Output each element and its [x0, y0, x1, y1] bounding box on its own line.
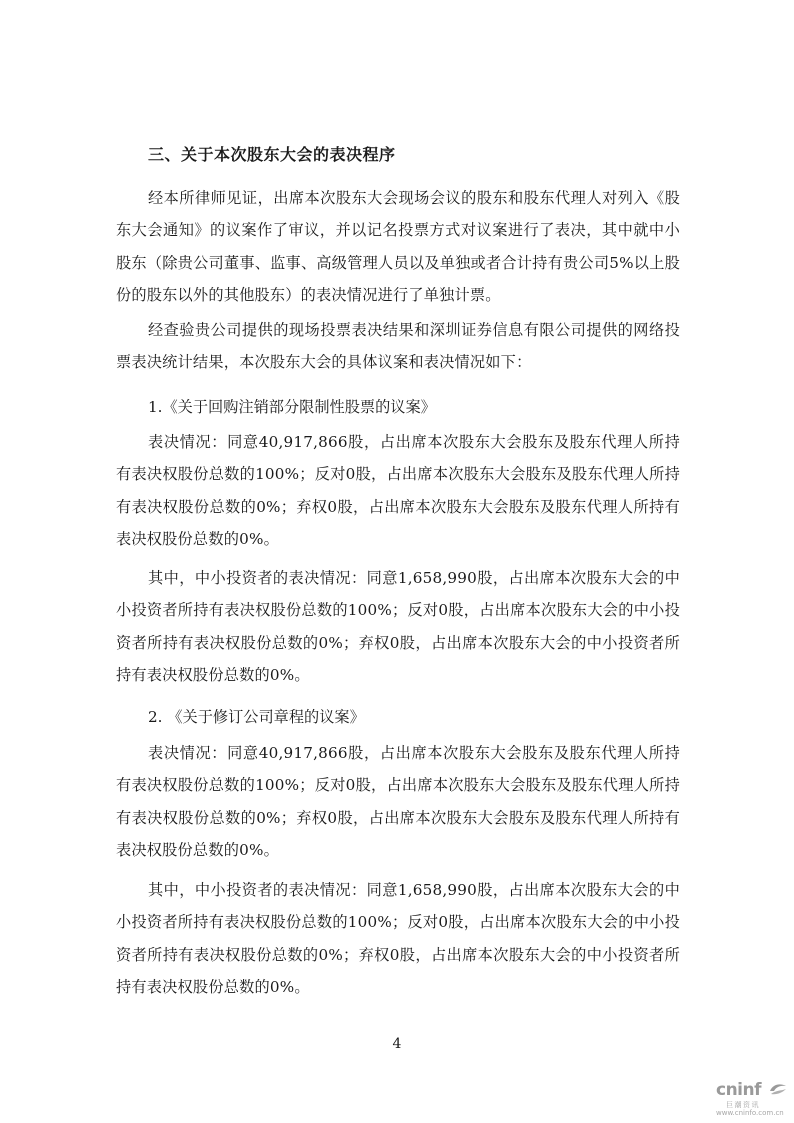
cninfo-watermark — [716, 1080, 790, 1118]
watermark-brand: cninf — [716, 1080, 762, 1100]
motion-1-minority-result: 其中，中小投资者的表决情况：同意1,658,990股，占出席本次股东大会的中小投资者所持有表决权股份总数的100%；反对0股，占出席本次股东大会的中小投资者所持有表决权股份总数的0%；弃权0股，占出席本次股东大会的中小投资者所持有表决权股份总数的0%。 — [116, 569, 680, 684]
intro-paragraph-1: 经本所律师见证，出席本次股东大会现场会议的股东和股东代理人对列入《股东大会通知》的议案作了审议，并以记名投票方式对议案进行了表决，其中就中小股东（除贵公司董事、监事、高级管理人员以及单独或者合计持有贵公司5%以上股份的股东以外的其他股东）的表决情况进行了单独计票。 — [116, 189, 680, 304]
watermark-subtitle: 巨潮资讯 — [726, 1101, 760, 1109]
section-heading: 三、关于本次股东大会的表决程序 — [148, 145, 396, 164]
motion-2-minority-result: 其中，中小投资者的表决情况：同意1,658,990股，占出席本次股东大会的中小投资者所持有表决权股份总数的100%；反对0股，占出席本次股东大会的中小投资者所持有表决权股份总数的0%；弃权0股，占出席本次股东大会的中小投资者所持有表决权股份总数的0%。 — [116, 881, 680, 996]
page-number: 4 — [392, 1036, 402, 1052]
motion-2-title: 2. 《关于修订公司章程的议案》 — [148, 708, 365, 726]
cninfo-swoosh-icon — [768, 1082, 788, 1102]
motion-1-overall-result: 表决情况：同意40,917,866股，占出席本次股东大会股东及股东代理人所持有表决权股份总数的100%；反对0股，占出席本次股东大会股东及股东代理人所持有表决权股份总数的0%；弃权0股，占出席本次股东大会股东及股东代理人所持有表决权股份总数的0%。 — [116, 433, 680, 548]
intro-paragraph-2: 经查验贵公司提供的现场投票表决结果和深圳证券信息有限公司提供的网络投票表决统计结果，本次股东大会的具体议案和表决情况如下： — [116, 321, 680, 372]
motion-1-title: 1.《关于回购注销部分限制性股票的议案》 — [148, 398, 436, 416]
watermark-url: www.cninfo.com.cn — [716, 1109, 784, 1117]
motion-2-overall-result: 表决情况：同意40,917,866股，占出席本次股东大会股东及股东代理人所持有表决权股份总数的100%；反对0股，占出席本次股东大会股东及股东代理人所持有表决权股份总数的0%；弃权0股，占出席本次股东大会股东及股东代理人所持有表决权股份总数的0%。 — [116, 744, 680, 859]
